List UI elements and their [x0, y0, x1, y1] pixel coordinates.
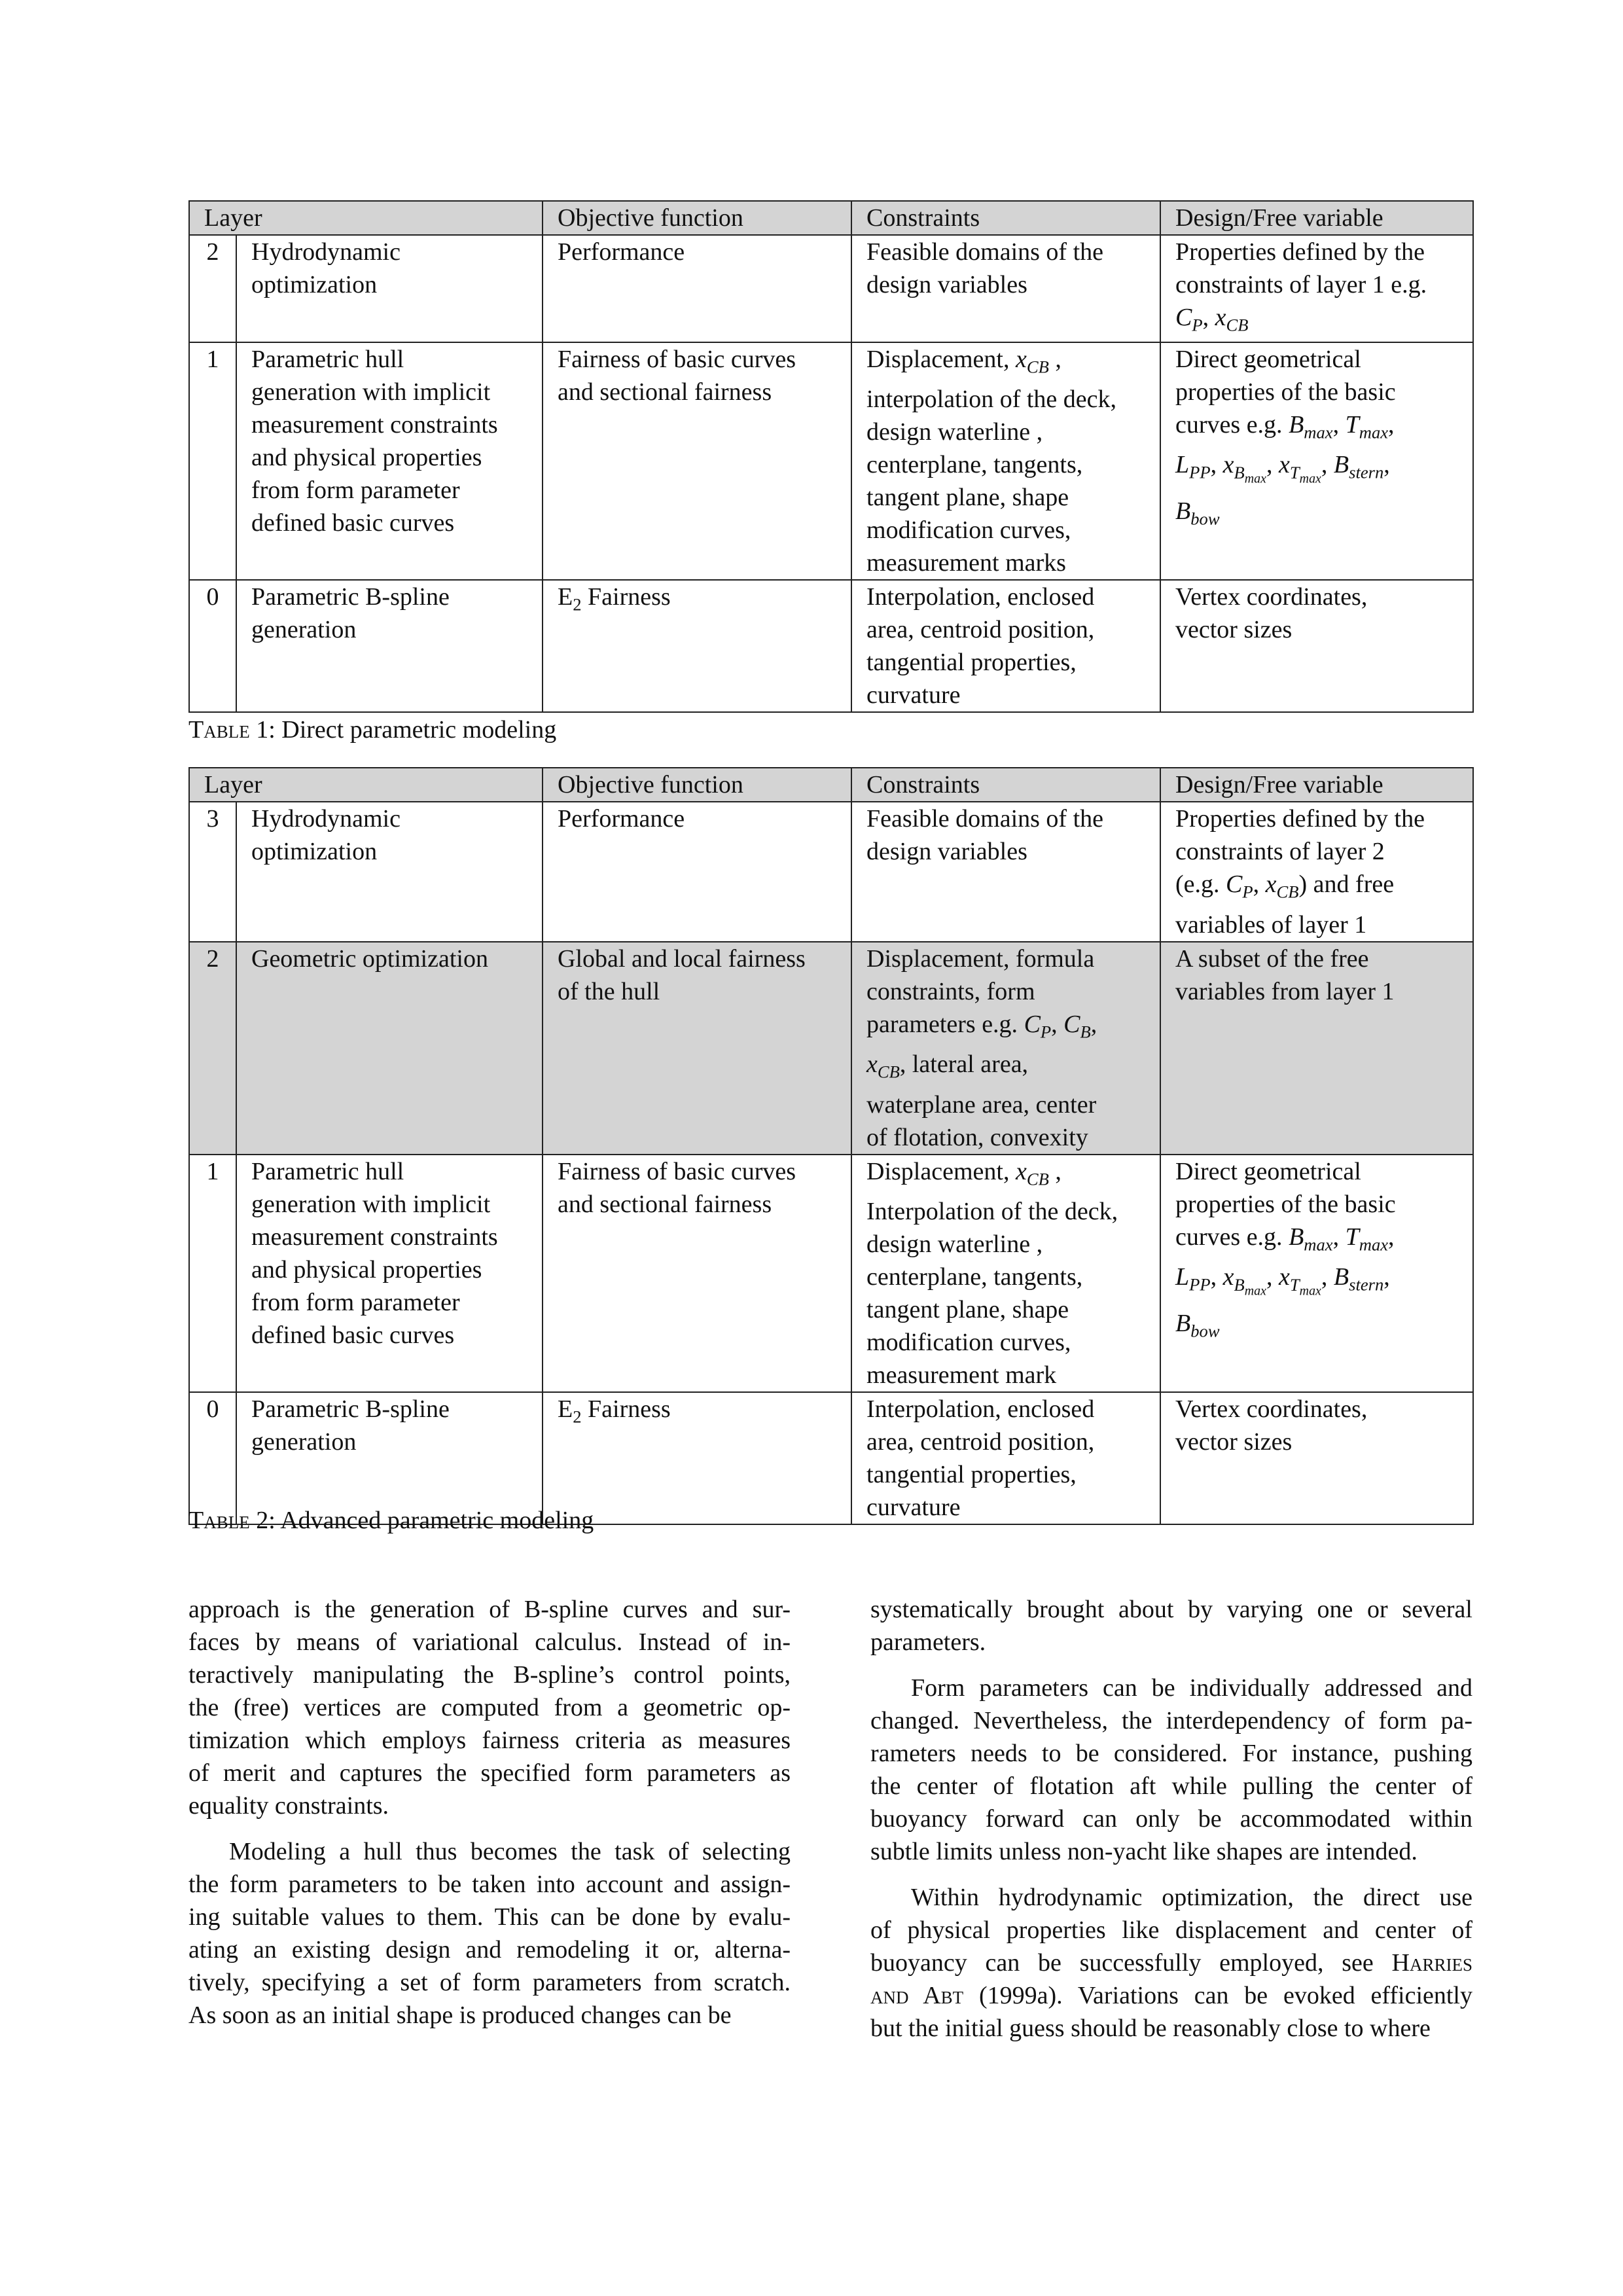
cell-text-line: tangential properties, [866, 649, 1077, 677]
cell-text-line: generation with implicit [251, 1190, 491, 1218]
text-line: timization which employs fairness criteria as measures [188, 1727, 791, 1754]
cell-text-line: $E_2$ Fairness [558, 1395, 671, 1427]
cell-objective [543, 802, 851, 942]
cell-objective [543, 1155, 851, 1393]
cell-text-line: centerplane, tangents, [866, 451, 1083, 479]
text-line: changed. Nevertheless, the interdependency of form pa- [870, 1707, 1472, 1734]
cell-text-line: curvature [866, 681, 961, 709]
cell-text-line: Displacement, $x_{CB}$ , [866, 1157, 1061, 1189]
cell-design [1160, 802, 1473, 942]
cell-text-line: generation [251, 1428, 357, 1456]
cell-text-line: Global and local fairness [558, 944, 806, 973]
cell-text-line: constraints, form [866, 977, 1035, 1005]
text-line: rameters needs to be considered. For instance, pushing [870, 1740, 1472, 1767]
text-line: tively, specifying a set of form parameters from scratch. [188, 1969, 791, 1996]
table-row [189, 1155, 1473, 1393]
layer-number: 2 [189, 235, 236, 342]
cell-text-line: area, centroid position, [866, 1428, 1095, 1456]
table-row [189, 342, 1473, 581]
cell-text-line: of the hull [558, 977, 660, 1005]
cell-constraints [851, 1392, 1160, 1524]
cell-text-line: defined basic curves [251, 509, 455, 537]
cell-text-line: tangent plane, shape [866, 1296, 1069, 1324]
cell-text-line: and physical properties [251, 1255, 482, 1283]
cell-text-line: and physical properties [251, 443, 482, 471]
column-header: Design/Free variable [1160, 768, 1473, 802]
cell-text-line: modification curves, [866, 516, 1071, 545]
cell-text-line: variables of layer 1 [1175, 910, 1367, 939]
cell-text-line: waterplane area, center [866, 1090, 1097, 1119]
text-line: Modeling a hull thus becomes the task of selecting [229, 1838, 791, 1865]
column-header: Layer [189, 201, 543, 235]
cell-text-line: curves e.g. $B_{max}$, $T_{max}$, [1175, 1223, 1395, 1255]
cell-text-line: (e.g. $C_P$, $x_{CB}$) and free [1175, 870, 1395, 902]
cell-text-line: Displacement, $x_{CB}$ , [866, 345, 1061, 377]
caption-number: 2: [256, 1507, 276, 1534]
cell-text-line: Geometric optimization [251, 944, 488, 973]
layer-number: 2 [189, 942, 236, 1155]
text-line: parameters. [870, 1628, 986, 1656]
cell-text-line: design waterline , [866, 1230, 1043, 1259]
cell-constraints [851, 580, 1160, 712]
cell-text-line: $L_{PP}$, $x_{B_{max}}$, $x_{T_{max}}$, $B_{stern}$, [1175, 451, 1390, 486]
text-line: systematically brought about by varying one or several [870, 1596, 1472, 1623]
text-line: the center of flotation aft while pulling the center of [870, 1772, 1472, 1800]
cell-text-line: generation [251, 616, 357, 644]
layer-number: 0 [189, 1392, 236, 1524]
caption-text: Advanced parametric modeling [280, 1507, 594, 1534]
cell-text-line: and sectional fairness [558, 378, 772, 406]
cell-text-line: $B_{bow}$ [1175, 1310, 1220, 1341]
cell-text-line: Interpolation, enclosed [866, 1395, 1095, 1424]
cell-text-line: Parametric hull [251, 345, 404, 373]
text-line: buoyancy forward can only be accommodated within [870, 1805, 1472, 1833]
cell-text-line: Feasible domains of the [866, 238, 1103, 266]
table-row [189, 942, 1473, 1155]
text-line: subtle limits unless non-yacht like shapes are intended. [870, 1838, 1418, 1865]
text-line: equality constraints. [188, 1792, 389, 1820]
cell-text-line: Hydrodynamic [251, 238, 401, 266]
cell-text-line: interpolation of the deck, [866, 386, 1117, 414]
body-column-left [188, 1593, 791, 2032]
cell-text-line: constraints of layer 1 e.g. [1175, 271, 1427, 298]
caption-label: Table [188, 1507, 250, 1534]
cell-objective [543, 235, 851, 342]
cell-text-line: Vertex coordinates, [1175, 1395, 1368, 1424]
cell-constraints [851, 1155, 1160, 1393]
text-line: and Abt (1999a). Variations can be evoked efficiently [870, 1982, 1472, 2009]
cell-constraints [851, 802, 1160, 942]
table1-caption [188, 713, 556, 746]
cell-text-line: measurement constraints [251, 1223, 498, 1251]
column-header: Design/Free variable [1160, 201, 1473, 235]
cell-text-line: $x_{CB}$, lateral area, [866, 1050, 1029, 1082]
cell-layer [236, 802, 543, 942]
table1-body [189, 201, 1473, 712]
cell-text-line: and sectional fairness [558, 1190, 772, 1218]
cell-text-line: area, centroid position, [866, 616, 1095, 644]
column-header: Constraints [851, 201, 1160, 235]
cell-text-line: design waterline , [866, 418, 1043, 446]
cell-text-line: $E_2$ Fairness [558, 583, 671, 615]
cell-text-line: Displacement, formula [866, 944, 1095, 973]
text-line: As soon as an initial shape is produced changes can be [188, 2001, 732, 2029]
text-line: Form parameters can be individually addressed and [911, 1674, 1472, 1702]
layer-number: 1 [189, 1155, 236, 1393]
text-line: buoyancy can be successfully employed, see Harries [870, 1949, 1472, 1977]
cell-text-line: Direct geometrical [1175, 345, 1361, 373]
cell-text-line: tangential properties, [866, 1461, 1077, 1489]
table-header-row [189, 768, 1473, 802]
cell-text-line: vector sizes [1175, 1428, 1293, 1456]
body-paragraph [870, 1593, 1472, 1659]
cell-layer [236, 942, 543, 1155]
layer-number: 1 [189, 342, 236, 581]
cell-constraints [851, 342, 1160, 581]
body-paragraph [188, 1593, 791, 1822]
cell-text-line: measurement marks [866, 549, 1066, 577]
cell-constraints [851, 235, 1160, 342]
table-advanced-parametric-modeling [188, 767, 1474, 1525]
cell-text-line: properties of the basic [1175, 1190, 1396, 1218]
table-row [189, 235, 1473, 342]
table-direct-parametric-modeling [188, 200, 1474, 713]
table-header-row [189, 201, 1473, 235]
text-line: ating an existing design and remodeling it or, alterna- [188, 1936, 791, 1964]
cell-text-line: Parametric B-spline [251, 1395, 450, 1424]
cell-text-line: curvature [866, 1494, 961, 1522]
cell-design [1160, 942, 1473, 1155]
cell-text-line: Fairness of basic curves [558, 345, 796, 373]
cell-text-line: parameters e.g. $C_P$, $C_B$, [866, 1010, 1097, 1042]
cell-text-line: $C_P$, $x_{CB}$ [1175, 304, 1249, 335]
layer-number: 3 [189, 802, 236, 942]
cell-text-line: Performance [558, 238, 685, 266]
text-line: Within hydrodynamic optimization, the direct use [911, 1884, 1472, 1911]
text-line: approach is the generation of B-spline curves and sur- [188, 1596, 791, 1623]
column-header: Objective function [543, 768, 851, 802]
cell-text-line: defined basic curves [251, 1321, 455, 1349]
cell-design [1160, 580, 1473, 712]
cell-text-line: Performance [558, 805, 685, 833]
cell-text-line: Vertex coordinates, [1175, 583, 1368, 611]
cell-text-line: Parametric hull [251, 1157, 404, 1185]
table-row [189, 802, 1473, 942]
cell-text-line: constraints of layer 2 [1175, 838, 1385, 865]
cell-text-line: Properties defined by the [1175, 805, 1425, 833]
cell-design [1160, 1155, 1473, 1393]
text-line: teractively manipulating the B-spline’s control points, [188, 1661, 791, 1689]
cell-text-line: measurement constraints [251, 410, 498, 439]
cell-text-line: Feasible domains of the [866, 805, 1103, 833]
caption-number: 1: [256, 716, 276, 744]
caption-text: Direct parametric modeling [281, 716, 557, 744]
cell-text-line: vector sizes [1175, 616, 1293, 644]
cell-text-line: from form parameter [251, 1288, 460, 1316]
cell-text-line: from form parameter [251, 476, 460, 504]
cell-text-line: optimization [251, 271, 378, 298]
cell-text-line: Interpolation of the deck, [866, 1198, 1118, 1226]
text-line: of merit and captures the specified form parameters as [188, 1759, 791, 1787]
cell-text-line: Parametric B-spline [251, 583, 450, 611]
column-header: Constraints [851, 768, 1160, 802]
cell-design [1160, 342, 1473, 581]
cell-layer [236, 235, 543, 342]
cell-text-line: tangent plane, shape [866, 484, 1069, 512]
body-paragraph [870, 1672, 1472, 1868]
cell-objective [543, 942, 851, 1155]
cell-text-line: $B_{bow}$ [1175, 497, 1220, 529]
cell-text-line: Direct geometrical [1175, 1157, 1361, 1185]
body-paragraph [188, 1835, 791, 2032]
body-column-right [870, 1593, 1472, 2045]
table2-caption [188, 1504, 594, 1537]
caption-label: Table [188, 716, 250, 744]
cell-design [1160, 235, 1473, 342]
text-line: the (free) vertices are computed from a geometric op- [188, 1694, 791, 1721]
cell-text-line: optimization [251, 838, 378, 865]
body-paragraph [870, 1881, 1472, 2045]
layer-number: 0 [189, 580, 236, 712]
cell-layer [236, 580, 543, 712]
cell-text-line: of flotation, convexity [866, 1123, 1088, 1151]
cell-text-line: generation with implicit [251, 378, 491, 406]
text-line: but the initial guess should be reasonably close to where [870, 2015, 1431, 2042]
cell-text-line: measurement mark [866, 1361, 1057, 1390]
cell-text-line: variables from layer 1 [1175, 977, 1395, 1005]
cell-objective [543, 342, 851, 581]
cell-text-line: design variables [866, 838, 1027, 865]
cell-text-line: $L_{PP}$, $x_{B_{max}}$, $x_{T_{max}}$, $B_{stern}$, [1175, 1263, 1390, 1299]
cell-layer [236, 342, 543, 581]
text-line: of physical properties like displacement and center of [870, 1916, 1472, 1944]
cell-text-line: Hydrodynamic [251, 805, 401, 833]
cell-text-line: curves e.g. $B_{max}$, $T_{max}$, [1175, 410, 1395, 442]
column-header: Layer [189, 768, 543, 802]
cell-layer [236, 1155, 543, 1393]
cell-objective [543, 580, 851, 712]
cell-text-line: Interpolation, enclosed [866, 583, 1095, 611]
column-header: Objective function [543, 201, 851, 235]
cell-text-line: A subset of the free [1175, 944, 1369, 973]
cell-text-line: Properties defined by the [1175, 238, 1425, 266]
cell-constraints [851, 942, 1160, 1155]
text-line: faces by means of variational calculus. Instead of in- [188, 1628, 791, 1656]
cell-text-line: Fairness of basic curves [558, 1157, 796, 1185]
cell-text-line: modification curves, [866, 1329, 1071, 1357]
cell-text-line: design variables [866, 271, 1027, 298]
cell-text-line: properties of the basic [1175, 378, 1396, 406]
cell-design [1160, 1392, 1473, 1524]
text-line: ing suitable values to them. This can be done by evalu- [188, 1903, 791, 1931]
text-line: the form parameters to be taken into account and assign- [188, 1871, 791, 1898]
table-row [189, 580, 1473, 712]
cell-text-line: centerplane, tangents, [866, 1263, 1083, 1291]
table2-body [189, 768, 1473, 1524]
